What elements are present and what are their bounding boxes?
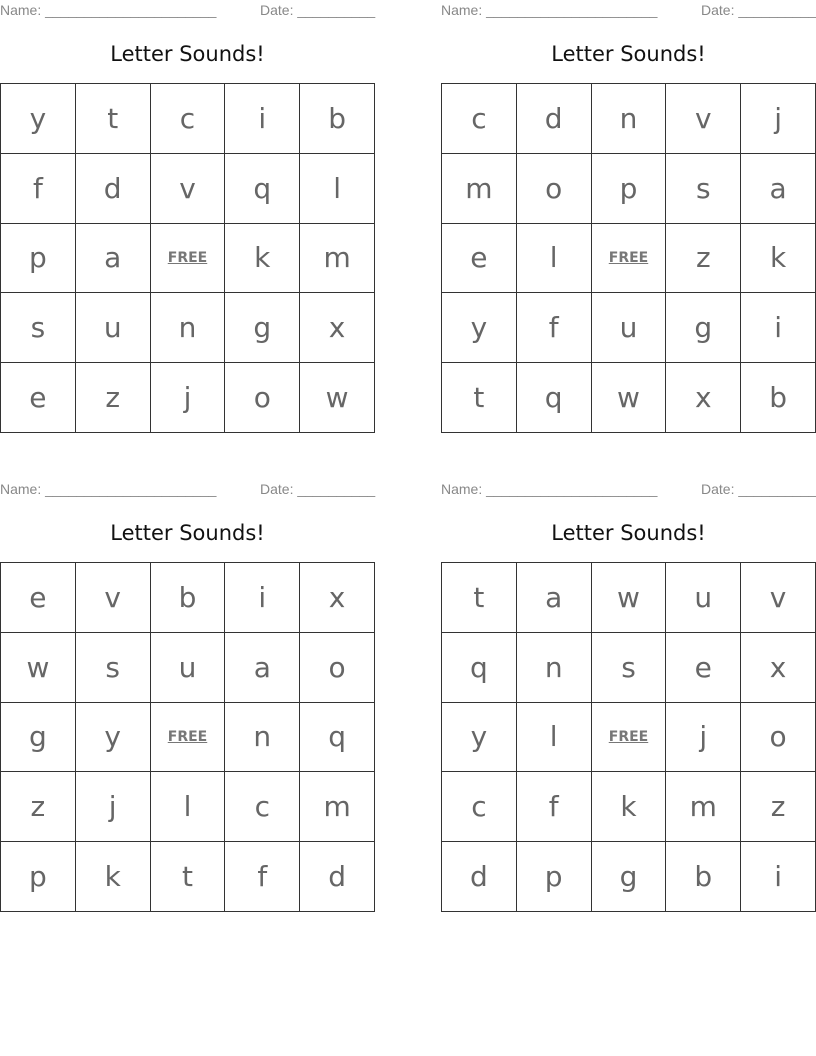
letter-cell: x — [741, 633, 816, 703]
letter-cell: z — [741, 772, 816, 842]
letter-cell: w — [300, 363, 375, 433]
letter-cell: y — [442, 703, 517, 773]
letter-cell: z — [1, 772, 76, 842]
letter-cell: s — [1, 293, 76, 363]
bingo-card-2 — [441, 0, 816, 434]
bingo-grid — [0, 83, 375, 433]
letter-cell: g — [1, 703, 76, 773]
letter-cell: g — [666, 293, 741, 363]
letter-cell: u — [76, 293, 151, 363]
letter-cell: y — [1, 84, 76, 154]
letter-cell: m — [442, 154, 517, 224]
letter-cell: i — [741, 293, 816, 363]
letter-cell: n — [151, 293, 226, 363]
letter-cell: y — [442, 293, 517, 363]
letter-cell: q — [225, 154, 300, 224]
letter-cell: k — [592, 772, 667, 842]
letter-cell: x — [300, 293, 375, 363]
letter-cell: u — [151, 633, 226, 703]
letter-cell: i — [225, 84, 300, 154]
free-space-cell: FREE — [151, 703, 226, 773]
date-line: Date: __________ — [260, 2, 376, 18]
letter-cell: z — [76, 363, 151, 433]
letter-cell: a — [225, 633, 300, 703]
letter-cell: d — [517, 84, 592, 154]
letter-cell: e — [442, 224, 517, 294]
free-space-cell: FREE — [592, 703, 667, 773]
name-line: Name: ______________________ — [0, 2, 217, 18]
letter-cell: m — [300, 772, 375, 842]
letter-cell: f — [517, 293, 592, 363]
letter-cell: f — [1, 154, 76, 224]
letter-cell: l — [517, 224, 592, 294]
letter-cell: c — [151, 84, 226, 154]
letter-cell: a — [741, 154, 816, 224]
card-title: Letter Sounds! — [110, 42, 265, 66]
letter-cell: o — [517, 154, 592, 224]
bingo-card-3 — [0, 479, 375, 913]
letter-cell: w — [1, 633, 76, 703]
name-line: Name: ______________________ — [441, 481, 658, 497]
letter-cell: d — [300, 842, 375, 912]
letter-cell: b — [151, 563, 226, 633]
letter-cell: k — [741, 224, 816, 294]
letter-cell: q — [300, 703, 375, 773]
letter-cell: l — [300, 154, 375, 224]
letter-cell: m — [300, 224, 375, 294]
bingo-card-4 — [441, 479, 816, 913]
bingo-card-1 — [0, 0, 375, 434]
letter-cell: f — [225, 842, 300, 912]
letter-cell: l — [517, 703, 592, 773]
letter-cell: m — [666, 772, 741, 842]
letter-cell: s — [592, 633, 667, 703]
letter-cell: s — [666, 154, 741, 224]
letter-cell: t — [76, 84, 151, 154]
letter-cell: n — [592, 84, 667, 154]
bingo-grid — [441, 562, 816, 912]
free-space-cell: FREE — [592, 224, 667, 294]
letter-cell: d — [76, 154, 151, 224]
letter-cell: w — [592, 563, 667, 633]
letter-cell: v — [741, 563, 816, 633]
letter-cell: j — [151, 363, 226, 433]
letter-cell: c — [442, 84, 517, 154]
letter-cell: o — [741, 703, 816, 773]
letter-cell: l — [151, 772, 226, 842]
letter-cell: f — [517, 772, 592, 842]
letter-cell: q — [517, 363, 592, 433]
letter-cell: e — [666, 633, 741, 703]
letter-cell: c — [442, 772, 517, 842]
letter-cell: i — [225, 563, 300, 633]
letter-cell: t — [442, 563, 517, 633]
letter-cell: q — [442, 633, 517, 703]
letter-cell: b — [300, 84, 375, 154]
letter-cell: x — [300, 563, 375, 633]
letter-cell: p — [517, 842, 592, 912]
name-line: Name: ______________________ — [441, 2, 658, 18]
letter-cell: u — [592, 293, 667, 363]
free-space-cell: FREE — [151, 224, 226, 294]
letter-cell: a — [517, 563, 592, 633]
letter-cell: x — [666, 363, 741, 433]
letter-cell: p — [1, 224, 76, 294]
date-line: Date: __________ — [260, 481, 376, 497]
date-line: Date: __________ — [701, 2, 816, 18]
letter-cell: v — [666, 84, 741, 154]
name-line: Name: ______________________ — [0, 481, 217, 497]
letter-cell: n — [517, 633, 592, 703]
letter-cell: n — [225, 703, 300, 773]
letter-cell: z — [666, 224, 741, 294]
letter-cell: t — [151, 842, 226, 912]
letter-cell: v — [76, 563, 151, 633]
letter-cell: k — [76, 842, 151, 912]
letter-cell: u — [666, 563, 741, 633]
letter-cell: t — [442, 363, 517, 433]
bingo-grid — [441, 83, 816, 433]
letter-cell: k — [225, 224, 300, 294]
letter-cell: o — [300, 633, 375, 703]
date-line: Date: __________ — [701, 481, 816, 497]
card-title: Letter Sounds! — [110, 521, 265, 545]
letter-cell: a — [76, 224, 151, 294]
letter-cell: e — [1, 563, 76, 633]
letter-cell: y — [76, 703, 151, 773]
letter-cell: w — [592, 363, 667, 433]
letter-cell: j — [76, 772, 151, 842]
card-title: Letter Sounds! — [551, 42, 706, 66]
letter-cell: c — [225, 772, 300, 842]
letter-cell: d — [442, 842, 517, 912]
letter-cell: s — [76, 633, 151, 703]
letter-cell: j — [666, 703, 741, 773]
card-title: Letter Sounds! — [551, 521, 706, 545]
letter-cell: p — [1, 842, 76, 912]
letter-cell: e — [1, 363, 76, 433]
letter-cell: g — [225, 293, 300, 363]
letter-cell: o — [225, 363, 300, 433]
bingo-grid — [0, 562, 375, 912]
letter-cell: b — [741, 363, 816, 433]
letter-cell: v — [151, 154, 226, 224]
letter-cell: g — [592, 842, 667, 912]
letter-cell: i — [741, 842, 816, 912]
letter-cell: p — [592, 154, 667, 224]
letter-cell: b — [666, 842, 741, 912]
letter-cell: j — [741, 84, 816, 154]
